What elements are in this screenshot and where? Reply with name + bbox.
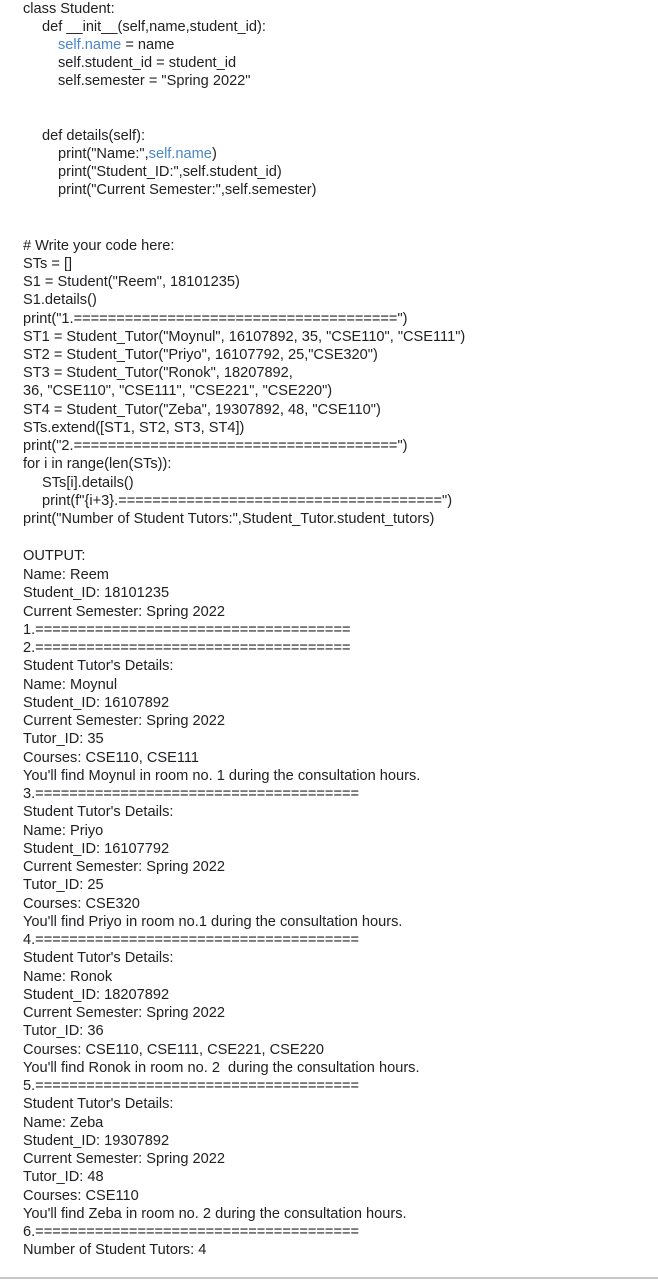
output-line: 2.===================================== [23,640,351,656]
output-line: Number of Student Tutors: 4 [23,1242,207,1259]
output-line: Courses: CSE320 [23,895,140,912]
output-line: You'll find Moynul in room no. 1 during the consultation hours. [23,767,421,784]
self-name-highlight: self.name [58,37,122,53]
output-line: Student_ID: 18101235 [23,585,170,602]
details-print-name-pre: print("Name:", [58,146,149,162]
output-line: 5.====================================== [23,1078,360,1094]
output-line: You'll find Priyo in room no.1 during the consultation hours. [23,913,403,930]
output-line: Tutor_ID: 48 [23,1169,104,1186]
driver-loop-details: STs[i].details() [42,475,134,491]
output-line: Student_ID: 19307892 [23,1132,170,1149]
output-line: Student Tutor's Details: [23,950,174,967]
output-line: Student_ID: 16107792 [23,840,170,857]
class-definition-line: class Student: [23,1,115,17]
output-line: Courses: CSE110 [23,1187,139,1204]
output-line: Tutor_ID: 25 [23,877,104,894]
output-line: Tutor_ID: 35 [23,731,104,748]
driver-st2: ST2 = Student_Tutor("Priyo", 16107792, 25,"CSE320") [23,347,378,363]
driver-comment: # Write your code here: [23,238,175,254]
output-line: Current Semester: Spring 2022 [23,1151,225,1167]
details-print-name [58,145,217,163]
driver-loop-print: print(f"{i+3}.======================================") [42,493,453,509]
output-line: 6.====================================== [23,1224,360,1240]
details-method-def: def details(self): [42,128,146,144]
init-assign-name [58,36,174,54]
driver-print-count: print("Number of Student Tutors:",Student_Tutor.student_tutors) [23,511,435,527]
output-line: Courses: CSE110, CSE111 [23,749,200,766]
init-assign-student-id: self.student_id = student_id [58,55,237,71]
output-line: Student_ID: 16107892 [23,694,170,711]
page-bottom-divider [0,1277,658,1279]
output-line: Name: Priyo [23,822,104,839]
output-line: Current Semester: Spring 2022 [23,1005,225,1021]
driver-print-1: print("1.======================================") [23,311,408,327]
output-line: Current Semester: Spring 2022 [23,603,225,620]
output-line: Student Tutor's Details: [23,658,174,675]
output-line: You'll find Ronok in room no. 2 during the consultation hours. [23,1059,420,1076]
output-line: Name: Ronok [23,968,113,985]
driver-sts-init: STs = [] [23,256,73,272]
output-line: Student Tutor's Details: [23,804,174,821]
output-line: Student Tutor's Details: [23,1096,174,1113]
init-assign-name-rest: = name [121,37,175,53]
driver-st4: ST4 = Student_Tutor("Zeba", 19307892, 48, "CSE110") [23,402,381,418]
output-line: 4.====================================== [23,932,360,948]
output-line: Student_ID: 18207892 [23,986,170,1003]
output-line: Name: Moynul [23,676,118,693]
output-line: 3.====================================== [23,786,360,802]
init-method-def: def __init__(self,name,student_id): [42,19,266,35]
driver-st3-line2: 36, "CSE110", "CSE111", "CSE221", "CSE220") [23,383,333,399]
driver-s1-create: S1 = Student("Reem", 18101235) [23,274,240,290]
driver-extend: STs.extend([ST1, ST2, ST3, ST4]) [23,420,245,436]
details-print-name-post: ) [211,146,217,162]
self-name-highlight: self.name [148,146,212,162]
output-line: Courses: CSE110, CSE111, CSE221, CSE220 [23,1041,324,1058]
output-line: Name: Zeba [23,1114,104,1131]
output-line: Name: Reem [23,567,109,583]
driver-print-2: print("2.======================================") [23,438,408,454]
output-line: Current Semester: Spring 2022 [23,713,225,729]
driver-s1-details: S1.details() [23,292,97,308]
output-line: Tutor_ID: 36 [23,1023,104,1040]
output-line: Current Semester: Spring 2022 [23,859,225,875]
init-assign-semester: self.semester = "Spring 2022" [58,73,251,89]
details-print-student-id: print("Student_ID:",self.student_id) [58,164,282,180]
output-heading: OUTPUT: [23,548,86,564]
details-print-semester: print("Current Semester:",self.semester) [58,182,317,198]
output-line: You'll find Zeba in room no. 2 during the consultation hours. [23,1205,407,1222]
driver-st3-line1: ST3 = Student_Tutor("Ronok", 18207892, [23,365,293,381]
output-line: 1.===================================== [23,621,351,638]
driver-for-loop: for i in range(len(STs)): [23,456,172,472]
driver-st1: ST1 = Student_Tutor("Moynul", 16107892, 35, "CSE110", "CSE111") [23,329,466,345]
